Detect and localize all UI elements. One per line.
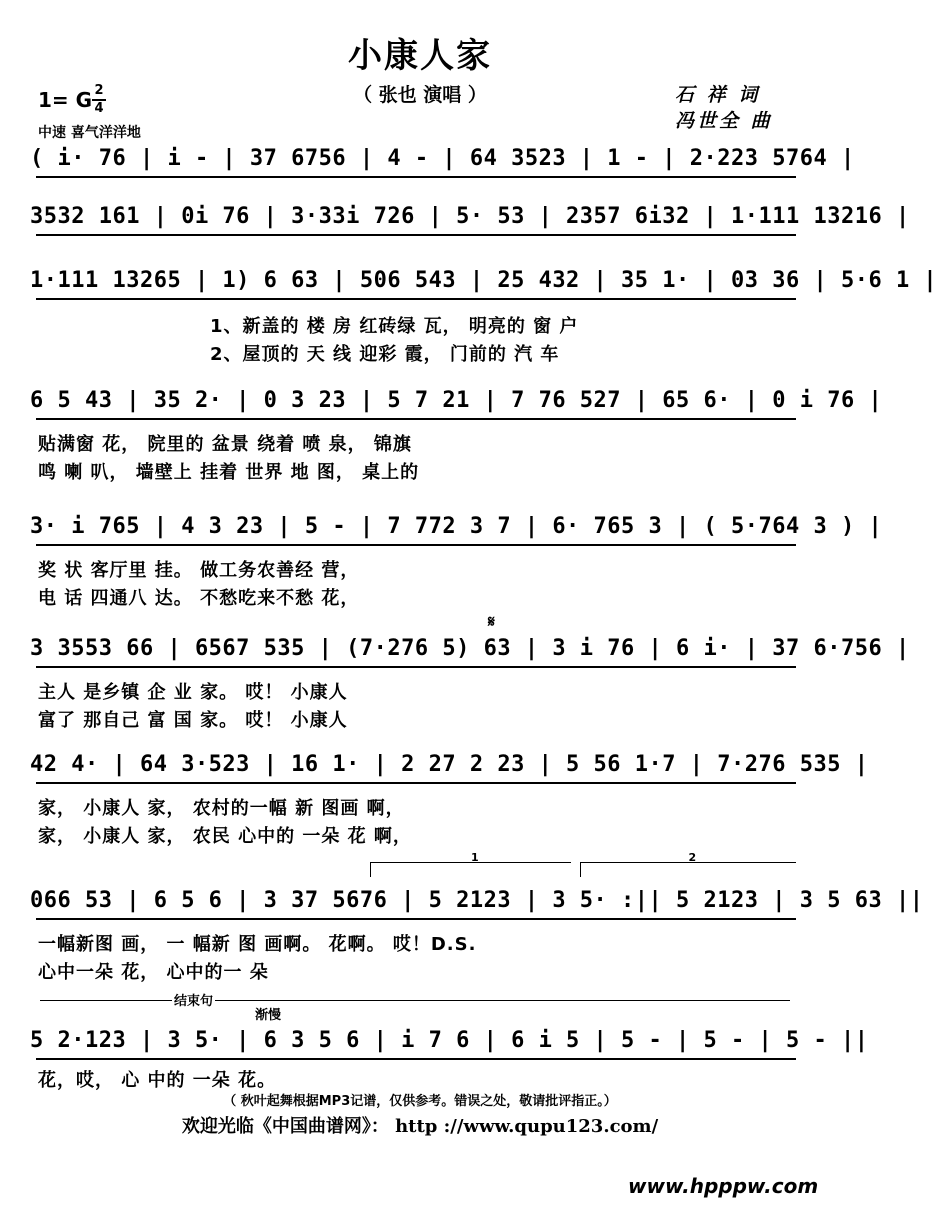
score-line-5: 3· i 765 | 4 3 23 | 5 - | 7 772 3 7 | 6· 765 3 | ( 5·764 3 ) | [30, 514, 883, 539]
lyric-line-3-verse-2: 2、屋顶的 天 线 迎彩 霞， 门前的 汽 车 [210, 344, 560, 365]
site-watermark: www.hpppw.com [628, 1174, 819, 1198]
site-welcome-text: 欢迎光临《中国曲谱网》： http ://www.qupu123.com/ [181, 1116, 659, 1137]
lyric-line-4-verse-1: 贴满窗 花， 院里的 盆景 绕着 喷 泉， 锦旗 [38, 434, 412, 455]
volta-number-1: 1 [471, 851, 479, 864]
time-signature [92, 84, 106, 116]
score-line-8: 066 53 | 6 5 6 | 3 37 5676 | 5 2123 | 3 5· :|| 5 2123 | 3 5 63 || [30, 888, 924, 913]
volta-bracket-1 [370, 851, 571, 877]
lyric-line-6-verse-1: 主人 是乡镇 企 业 家。 哎！ 小康人 [38, 682, 348, 703]
lyric-line-7-verse-1: 家， 小康人 家， 农村的一幅 新 图画 啊， [38, 798, 405, 819]
score-line-7: 42 4· | 64 3·523 | 16 1· | 2 27 2 23 | 5 56 1·7 | 7·276 535 | [30, 752, 869, 777]
beam-underline [36, 298, 796, 300]
ending-phrase-label: 结束句 [172, 990, 215, 1009]
composer-credit: 冯世全 曲 [675, 110, 773, 132]
segno-icon: 𝄋 [488, 612, 495, 631]
beam-underline [36, 918, 796, 920]
score-line-3: 1·111 13265 | 1) 6 63 | 506 543 | 25 432 | 35 1· | 03 36 | 5·6 1 | [30, 268, 937, 293]
lyric-line-5-verse-1: 奖 状 客厅里 挂。 做工务农善经 营， [38, 560, 360, 581]
tempo-marking: 中速 喜气洋洋地 [38, 125, 141, 141]
lyricist-credit: 石 祥 词 [675, 84, 761, 106]
beam-underline [36, 1058, 796, 1060]
lyric-line-5-verse-2: 电 话 四通八 达。 不愁吃来不愁 花， [38, 588, 360, 609]
song-title: 小康人家 [348, 36, 492, 76]
score-line-2: 3532 161 | 0i 76 | 3·33i 726 | 5· 53 | 2357 6i32 | 1·111 13216 | [30, 204, 910, 229]
score-line-4: 6 5 43 | 35 2· | 0 3 23 | 5 7 21 | 7 76 527 | 65 6· | 0 i 76 | [30, 388, 883, 413]
score-line-1: ( i· 76 | i - | 37 6756 | 4 - | 64 3523 | 1 - | 2·223 5764 | [30, 146, 855, 171]
lyric-line-4-verse-2: 鸣 喇 叭， 墙壁上 挂着 世界 地 图， 桌上的 [38, 462, 420, 483]
beam-underline [36, 418, 796, 420]
lyric-line-8-verse-1: 一幅新图 画， 一 幅新 图 画啊。 花啊。 哎！D.S. [38, 934, 477, 955]
beam-underline [36, 234, 796, 236]
beam-underline [36, 544, 796, 546]
key-signature: 1= G [38, 88, 93, 112]
volta-number-2: 2 [688, 851, 697, 864]
score-line-9: 5 2·123 | 3 5· | 6 3 5 6 | i 7 6 | 6 i 5 | 5 - | 5 - | 5 - || [30, 1028, 869, 1053]
lyric-line-9: 花，哎， 心 中的 一朵 花。 [38, 1070, 277, 1091]
beam-underline [36, 782, 796, 784]
lyric-line-8-verse-2: 心中一朵 花， 心中的一 朵 [38, 962, 269, 983]
transcription-note: （ 秋叶起舞根据MP3记谱，仅供参考。错误之处，敬请批评指正。） [223, 1094, 617, 1109]
volta-bracket-2 [580, 851, 796, 877]
beam-underline [36, 666, 796, 668]
ending-phrase-bracket [40, 1000, 790, 1011]
score-line-6: 3 3553 66 | 6567 535 | (7·276 5) 63 | 3 i 76 | 6 i· | 37 6·756 | [30, 636, 910, 661]
beam-underline [36, 176, 796, 178]
ritardando-label: 渐慢 [255, 1008, 282, 1023]
lyric-line-3-verse-1: 1、新盖的 楼 房 红砖绿 瓦， 明亮的 窗 户 [210, 316, 579, 337]
singer-credit: （ 张也 演唱 ） [353, 84, 487, 106]
lyric-line-7-verse-2: 家， 小康人 家， 农民 心中的 一朵 花 啊， [38, 826, 412, 847]
time-signature-bottom: 4 [94, 101, 104, 116]
time-signature-top: 2 [94, 83, 104, 98]
lyric-line-6-verse-2: 富了 那自己 富 国 家。 哎！ 小康人 [38, 710, 348, 731]
